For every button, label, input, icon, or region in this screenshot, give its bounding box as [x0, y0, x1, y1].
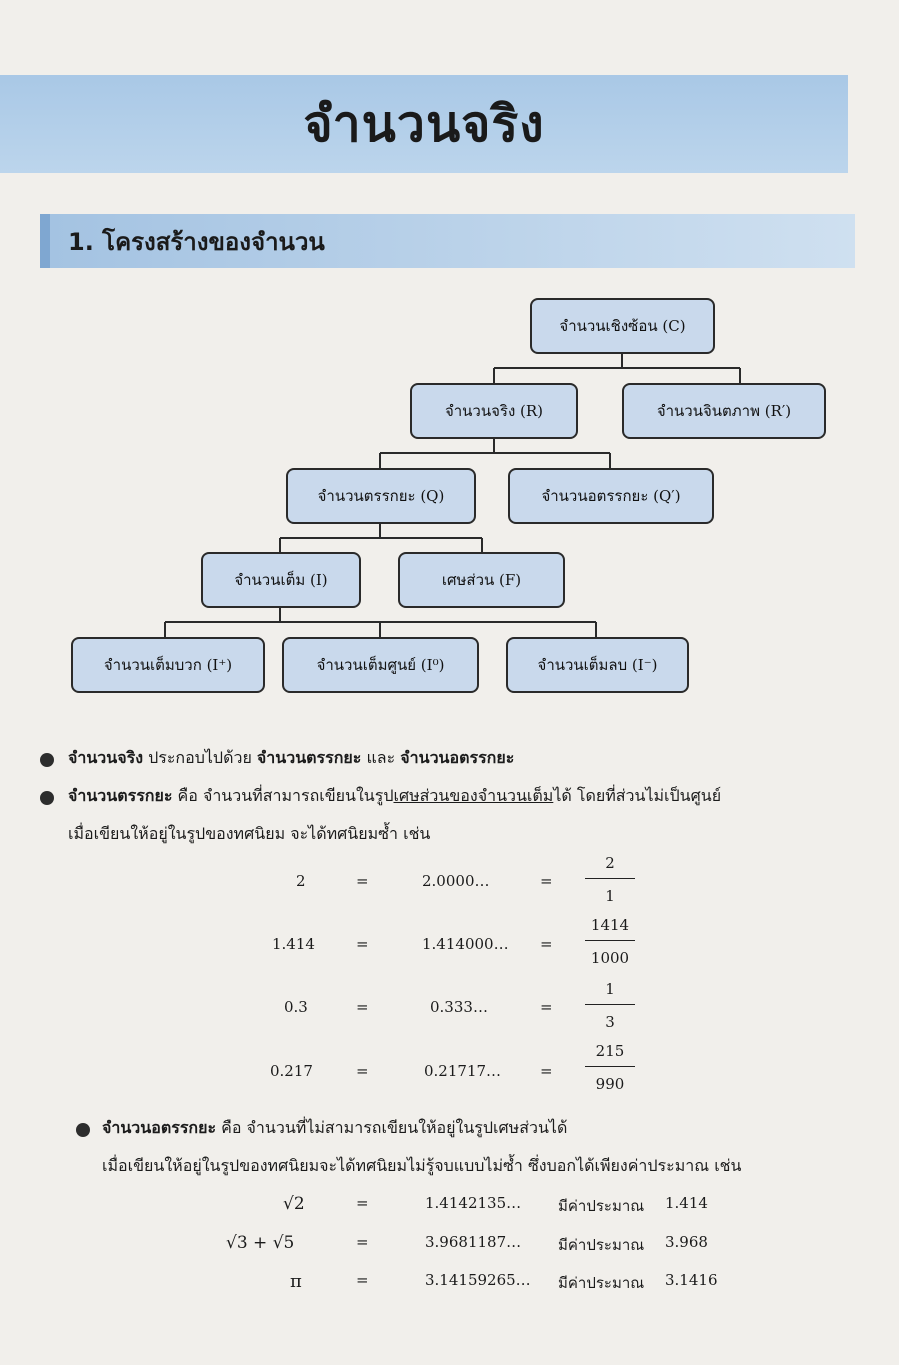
- equals-sign: =: [540, 935, 553, 953]
- example-decimal: 2.0000…: [422, 872, 490, 890]
- node-rational: จำนวนตรรกยะ (Q): [286, 468, 476, 524]
- numerator: 1: [585, 980, 635, 1005]
- equals-sign: =: [356, 1271, 369, 1289]
- section-title: 1. โครงสร้างของจำนวน: [68, 227, 325, 256]
- node-imaginary: จำนวนจินตภาพ (R′): [622, 383, 826, 439]
- text: คือ จำนวนที่ไม่สามารถเขียนให้อยู่ในรูปเศษส่วนได้: [216, 1118, 568, 1137]
- text: ประกอบไปด้วย: [143, 748, 257, 767]
- approx-label: มีค่าประมาณ: [558, 1236, 645, 1254]
- equals-sign: =: [356, 872, 369, 890]
- irrational-definition-line2: เมื่อเขียนให้อยู่ในรูปของทศนิยมจะได้ทศนิยมไม่รู้จบแบบไม่ซ้ำ ซึ่งบอกได้เพียงค่าประมาณ เช่น: [102, 1156, 742, 1175]
- example-fraction: [585, 916, 635, 967]
- example-decimal: 3.14159265…: [425, 1271, 531, 1289]
- example-left: 2: [296, 872, 306, 890]
- node-complex: จำนวนเชิงซ้อน (C): [530, 298, 715, 354]
- example-decimal: 0.21717…: [424, 1062, 502, 1080]
- approx-value: 1.414: [665, 1194, 708, 1212]
- equals-sign: =: [540, 998, 553, 1016]
- equals-sign: =: [356, 1194, 369, 1212]
- approx-label: มีค่าประมาณ: [558, 1274, 645, 1292]
- numerator: 2: [585, 854, 635, 879]
- rational-definition-line2: เมื่อเขียนให้อยู่ในรูปของทศนิยม จะได้ทศนิยมซ้ำ เช่น: [68, 824, 431, 843]
- example-decimal: 3.9681187…: [425, 1233, 522, 1251]
- bullet-real-composition: [68, 746, 514, 771]
- term-rational: จำนวนตรรกยะ: [256, 748, 362, 767]
- bullet-dot: [40, 753, 54, 767]
- approx-value: 3.1416: [665, 1271, 718, 1289]
- numerator: 1414: [585, 916, 635, 941]
- equals-sign: =: [356, 1062, 369, 1080]
- denominator: 3: [605, 1013, 615, 1031]
- node-positive-integer: จำนวนเต็มบวก (I⁺): [71, 637, 265, 693]
- example-left: √3 + √5: [226, 1233, 295, 1253]
- equals-sign: =: [356, 935, 369, 953]
- example-fraction: [585, 854, 635, 905]
- underlined-text: เศษส่วนของจำนวนเต็ม: [393, 786, 554, 805]
- term-rational: จำนวนตรรกยะ: [68, 786, 173, 805]
- example-decimal: 0.333…: [430, 998, 488, 1016]
- approx-value: 3.968: [665, 1233, 708, 1251]
- page-title: จำนวนจริง: [303, 94, 545, 153]
- equals-sign: =: [356, 1233, 369, 1251]
- repeating-decimal: [284, 998, 308, 1016]
- numerator: 215: [585, 1042, 635, 1067]
- term-real: จำนวนจริง: [68, 748, 143, 767]
- example-left: π: [290, 1271, 302, 1292]
- denominator: 990: [595, 1075, 625, 1093]
- example-left: 0.217: [270, 1062, 313, 1080]
- bullet-dot: [76, 1123, 90, 1137]
- denominator: 1: [605, 887, 615, 905]
- denominator: 1000: [590, 949, 630, 967]
- text: คือ จำนวนที่สามารถเขียนในรูป: [172, 786, 394, 805]
- node-fraction: เศษส่วน (F): [398, 552, 565, 608]
- equals-sign: =: [356, 998, 369, 1016]
- example-left: 1.414: [272, 935, 315, 953]
- value: 0.3: [284, 998, 308, 1016]
- irrational-definition: [102, 1116, 567, 1141]
- node-zero: จำนวนเต็มศูนย์ (I⁰): [282, 637, 479, 693]
- bullet-dot: [40, 791, 54, 805]
- node-real: จำนวนจริง (R): [410, 383, 578, 439]
- text: ได้ โดยที่ส่วนไม่เป็นศูนย์: [553, 786, 722, 805]
- term-irrational: จำนวนอตรรกยะ: [102, 1118, 217, 1137]
- example-fraction: [585, 980, 635, 1031]
- node-irrational: จำนวนอตรรกยะ (Q′): [508, 468, 714, 524]
- node-integer: จำนวนเต็ม (I): [201, 552, 361, 608]
- equals-sign: =: [540, 872, 553, 890]
- example-left: √2: [283, 1194, 305, 1214]
- rational-definition: [68, 784, 721, 809]
- example-left: [284, 998, 308, 1016]
- example-decimal: 1.4142135…: [425, 1194, 522, 1212]
- equals-sign: =: [540, 1062, 553, 1080]
- example-fraction: [585, 1042, 635, 1093]
- term-irrational: จำนวนอตรรกยะ: [400, 748, 515, 767]
- node-negative-integer: จำนวนเต็มลบ (I⁻): [506, 637, 689, 693]
- example-decimal: 1.414000…: [422, 935, 509, 953]
- approx-label: มีค่าประมาณ: [558, 1197, 645, 1215]
- text: และ: [361, 748, 401, 767]
